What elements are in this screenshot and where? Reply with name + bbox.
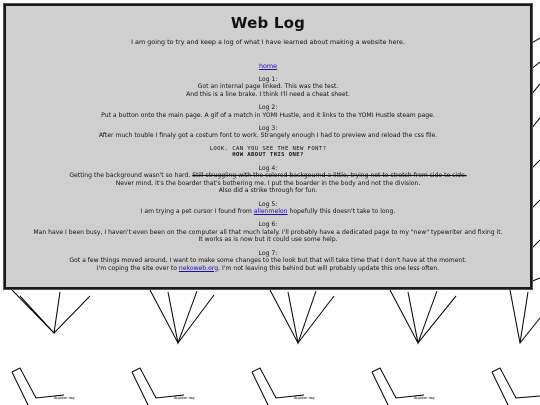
font-demo-line-1: LOOK. CAN YOU SEE THE NEW FONT? <box>209 145 327 152</box>
log-entry-7 <box>6 250 530 272</box>
page-title: Web Log <box>230 14 306 32</box>
log-entry-3 <box>6 125 530 140</box>
nekoweb-link[interactable]: nekoweb.org <box>178 264 219 272</box>
content-panel <box>4 4 532 289</box>
home-link[interactable]: home <box>258 62 278 70</box>
log-heading: Log 5: <box>258 200 278 208</box>
log-line: Also did a strike through for fun. <box>218 187 318 195</box>
log-line: After much touble I finaly got a costum font to work. Strangely enough I had to preview and reload the css file. <box>98 132 438 140</box>
log-line: Got a few things moved around, I want to make some changes to the look but that will take time that I don't have at the moment. <box>69 257 467 265</box>
log-entry-1 <box>6 76 530 98</box>
log-entry-4 <box>6 165 530 195</box>
log-line-prefix: Getting the background wasn't so hard. <box>69 172 191 180</box>
log-line: It works as is now but it could use some help. <box>198 236 338 244</box>
log-heading: Log 6: <box>258 221 278 229</box>
log-entry-5 <box>6 201 530 216</box>
alienmelon-link[interactable]: alienmelon <box>253 208 288 216</box>
log-line: Got an internal page linked. This was the test. <box>197 83 339 91</box>
log-heading: Log 4: <box>258 165 278 173</box>
font-demo-line-2: HOW ABOUT THIS ONE? <box>232 152 304 159</box>
log-heading: Log 2: <box>258 104 278 112</box>
log-line <box>6 265 530 272</box>
log-text: . I'm not leaving this behind but will probably update this one less often. <box>218 264 440 272</box>
log-line: Man have I been busy, I haven't even been on the computer all that much lately. I'll probably have a dedicated page to my "new" typewriter and fixing it. <box>33 228 503 236</box>
log-line: And this is a line brake. I think I'll need a cheat sheet. <box>186 90 350 98</box>
bg-shapes-row2 <box>12 368 540 405</box>
bg-caption: Another day <box>294 396 315 400</box>
bg-caption: Another day <box>174 396 195 400</box>
bg-caption: Another day <box>54 396 75 400</box>
log-line <box>6 208 530 215</box>
log-line: Put a button onto the main page. A gif of a match in YOMI Hustle, and it links to the YOMI Hustle steam page. <box>101 111 435 119</box>
log-text: I'm coping the site over to <box>96 264 179 272</box>
log-text: hopefully this doesn't take to long. <box>287 208 396 216</box>
log-entry-6 <box>2 221 534 243</box>
log-entry-2 <box>6 104 530 119</box>
bg-shapes-row1 <box>12 290 540 343</box>
bg-caption: Another day <box>414 396 435 400</box>
log-heading: Log 7: <box>258 249 278 257</box>
log-text: I am trying a pet cursor I found from <box>140 208 254 216</box>
log-line <box>6 172 530 179</box>
log-heading: Log 1: <box>258 76 278 83</box>
log-heading: Log 3: <box>258 125 278 133</box>
intro-text: I am going to try and keep a log of what I have learned about making a website here. <box>131 38 405 46</box>
font-demo <box>6 146 530 159</box>
strikethrough-text: Still struggling with the colored backgournd a little, trying not to stretch from side to side. <box>192 172 467 180</box>
log-line: Never mind, it's the boarder that's bothering me. I put the boarder in the body and not the division. <box>115 179 421 187</box>
